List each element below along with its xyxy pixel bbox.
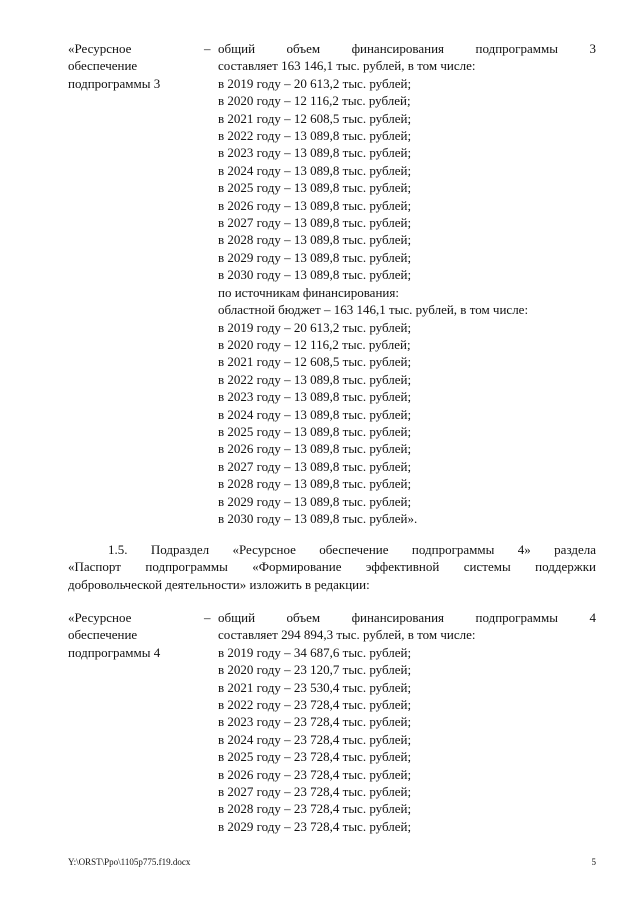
financing-line: в 2027 году – 23 728,4 тыс. рублей; [218, 784, 412, 800]
resource-content-4 [218, 609, 596, 835]
resource-label-4: «Ресурсное обеспечение подпрограммы 4 [68, 610, 161, 660]
financing-line: в 2026 году – 13 089,8 тыс. рублей; [218, 441, 412, 457]
financing-line: в 2029 году – 13 089,8 тыс. рублей; [218, 493, 412, 509]
financing-line: в 2022 году – 13 089,8 тыс. рублей; [218, 371, 412, 387]
financing-line: в 2030 году – 13 089,8 тыс. рублей». [218, 510, 418, 526]
footer-file-path: Y:\ORST\Ppo\1105p775.f19.docx [68, 857, 191, 867]
financing-line: в 2028 году – 13 089,8 тыс. рублей; [218, 476, 412, 492]
resource-content-3 [218, 40, 596, 527]
financing-line: областной бюджет – 163 146,1 тыс. рублей, в том числе: [218, 302, 529, 318]
financing-line: в 2022 году – 23 728,4 тыс. рублей; [218, 697, 412, 713]
financing-line: в 2027 году – 13 089,8 тыс. рублей; [218, 458, 412, 474]
financing-line: составляет 163 146,1 тыс. рублей, в том числе: [218, 58, 476, 74]
financing-line: в 2027 году – 13 089,8 тыс. рублей; [218, 215, 412, 231]
financing-line: в 2025 году – 23 728,4 тыс. рублей; [218, 749, 412, 765]
financing-line: в 2030 году – 13 089,8 тыс. рублей; [218, 267, 412, 283]
financing-line: по источникам финансирования: [218, 284, 399, 300]
resource-label-3: «Ресурсное обеспечение подпрограммы 3 [68, 41, 161, 91]
footer-page-number: 5 [591, 857, 596, 867]
financing-line: в 2024 году – 13 089,8 тыс. рублей; [218, 406, 412, 422]
financing-line: в 2020 году – 12 116,2 тыс. рублей; [218, 336, 411, 352]
amendment-paragraph [68, 541, 596, 593]
financing-line: в 2020 году – 23 120,7 тыс. рублей; [218, 662, 412, 678]
paragraph-line-1: 1.5. Подраздел «Ресурсное обеспечение подпрограммы 4» раздела [108, 542, 596, 557]
financing-line: в 2020 году – 12 116,2 тыс. рублей; [218, 93, 411, 109]
resource-lines-4 [218, 626, 596, 835]
financing-line: в 2024 году – 13 089,8 тыс. рублей; [218, 162, 412, 178]
financing-line: в 2028 году – 13 089,8 тыс. рублей; [218, 232, 412, 248]
resource-lines-3 [218, 57, 596, 527]
financing-line: в 2022 году – 13 089,8 тыс. рублей; [218, 128, 412, 144]
financing-line: в 2029 году – 13 089,8 тыс. рублей; [218, 249, 412, 265]
paragraph-line-3: добровольческой деятельности» изложить в редакции: [68, 576, 370, 592]
financing-line: в 2025 году – 13 089,8 тыс. рублей; [218, 423, 412, 439]
financing-line: в 2021 году – 23 530,4 тыс. рублей; [218, 679, 412, 695]
resource-first-line-4: общий объем финансирования подпрограммы 4 [218, 610, 596, 625]
financing-line: в 2026 году – 23 728,4 тыс. рублей; [218, 766, 412, 782]
financing-line: в 2021 году – 12 608,5 тыс. рублей; [218, 110, 412, 126]
financing-line: в 2026 году – 13 089,8 тыс. рублей; [218, 197, 412, 213]
financing-line: в 2023 году – 13 089,8 тыс. рублей; [218, 145, 412, 161]
financing-line: в 2029 году – 23 728,4 тыс. рублей; [218, 818, 412, 834]
financing-line: в 2023 году – 23 728,4 тыс. рублей; [218, 714, 412, 730]
financing-line: в 2019 году – 20 613,2 тыс. рублей; [218, 75, 412, 91]
resource-dash-4: – [204, 610, 211, 625]
financing-line: в 2028 году – 23 728,4 тыс. рублей; [218, 801, 412, 817]
paragraph-line-2: «Паспорт подпрограммы «Формирование эффективной системы поддержки [68, 559, 596, 575]
financing-line: в 2019 году – 34 687,6 тыс. рублей; [218, 644, 412, 660]
financing-line: в 2024 году – 23 728,4 тыс. рублей; [218, 731, 412, 747]
financing-line: в 2025 году – 13 089,8 тыс. рублей; [218, 180, 412, 196]
financing-line: в 2021 году – 12 608,5 тыс. рублей; [218, 354, 412, 370]
financing-line: в 2019 году – 20 613,2 тыс. рублей; [218, 319, 412, 335]
financing-line: составляет 294 894,3 тыс. рублей, в том числе: [218, 627, 476, 643]
financing-line: в 2023 году – 13 089,8 тыс. рублей; [218, 389, 412, 405]
resource-dash-3: – [204, 41, 211, 56]
resource-first-line-3: общий объем финансирования подпрограммы 3 [218, 41, 596, 56]
